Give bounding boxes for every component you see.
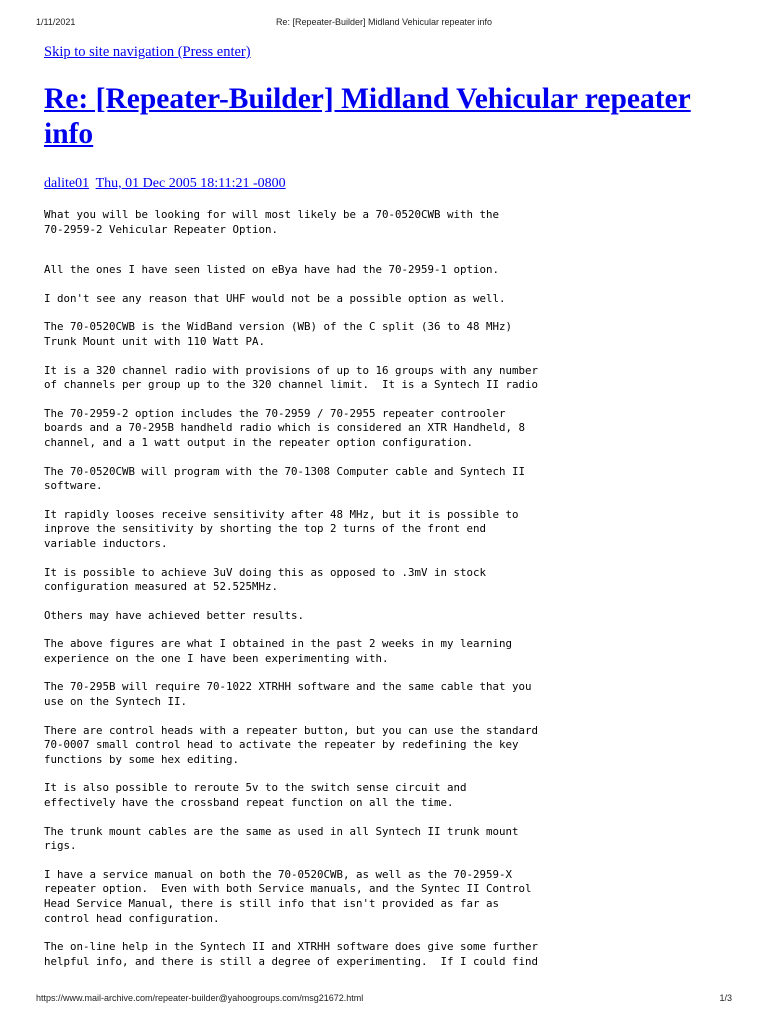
body-paragraph: The above figures are what I obtained in the past 2 weeks in my learning experience on the one I have been experimenting with. <box>44 637 513 665</box>
body-paragraph: It rapidly looses receive sensitivity after 48 MHz, but it is possible to inprove the sensitivity by shorting the top 2 turns of the front end variable inductors. <box>44 507 519 550</box>
body-paragraph: The 70-0520CWB is the WidBand version (WB) of the C split (36 to 48 MHz) Trunk Mount unit with 110 Watt PA. <box>44 320 513 348</box>
print-url: https://www.mail-archive.com/repeater-builder@yahoogroups.com/msg21672.html <box>36 993 364 1003</box>
message-body <box>44 208 734 969</box>
body-paragraph: The trunk mount cables are the same as used in all Syntech II trunk mount rigs. <box>44 824 519 853</box>
body-paragraph: I have a service manual on both the 70-0520CWB, as well as the 70-2959-X repeater option. Even with both Service manuals, and the Syntec II Control Head Service Manual, there is still info that isn't provided as far as control head configuration. <box>44 867 532 925</box>
page-number: 1/3 <box>719 993 732 1003</box>
body-paragraph: The on-line help in the Syntech II and XTRHH software does give some further helpful info, and there is still a degree of experimenting. If I could find <box>44 940 539 968</box>
body-paragraph: It is also possible to reroute 5v to the switch sense circuit and effectively have the crossband repeat function on all the time. <box>44 781 467 810</box>
date-link[interactable]: Thu, 01 Dec 2005 18:11:21 -0800 <box>95 176 286 191</box>
body-paragraph: What you will be looking for will most likely be a 70-0520CWB with the 70-2959-2 Vehicular Repeater Option. <box>44 208 500 236</box>
body-paragraph: Others may have achieved better results. <box>44 608 305 622</box>
body-paragraph: I don't see any reason that UHF would not be a possible option as well. <box>44 291 506 305</box>
print-date: 1/11/2021 <box>36 17 76 27</box>
skip-navigation-link[interactable]: Skip to site navigation (Press enter) <box>44 44 251 60</box>
page-title[interactable]: Re: [Repeater-Builder] Midland Vehicular repeater info <box>44 83 691 150</box>
print-title: Re: [Repeater-Builder] Midland Vehicular repeater info <box>275 17 493 27</box>
body-paragraph: It is possible to achieve 3uV doing this as opposed to .3mV in stock configuration measured at 52.525MHz. <box>44 565 487 594</box>
body-paragraph: The 70-0520CWB will program with the 70-1308 Computer cable and Syntech II software. <box>44 464 526 493</box>
body-paragraph: There are control heads with a repeater button, but you can use the standard 70-0007 small control head to activate the repeater by redefining the key functions by some hex editing. <box>44 723 539 766</box>
message-meta <box>44 176 286 192</box>
body-paragraph: The 70-2959-2 option includes the 70-2959 / 70-2955 repeater controoler boards and a 70-295B handheld radio which is considered an XTR Handheld, 8 channel, and a 1 watt output in the repeater option configuration. <box>44 406 526 449</box>
body-paragraph: It is a 320 channel radio with provisions of up to 16 groups with any number of channels per group up to the 320 channel limit. It is a Syntech II radio <box>44 363 539 392</box>
body-paragraph: The 70-295B will require 70-1022 XTRHH software and the same cable that you use on the Syntech II. <box>44 680 532 709</box>
body-paragraph: All the ones I have seen listed on eBya have had the 70-2959-1 option. <box>44 263 500 277</box>
author-link[interactable]: dalite01 <box>44 176 90 191</box>
